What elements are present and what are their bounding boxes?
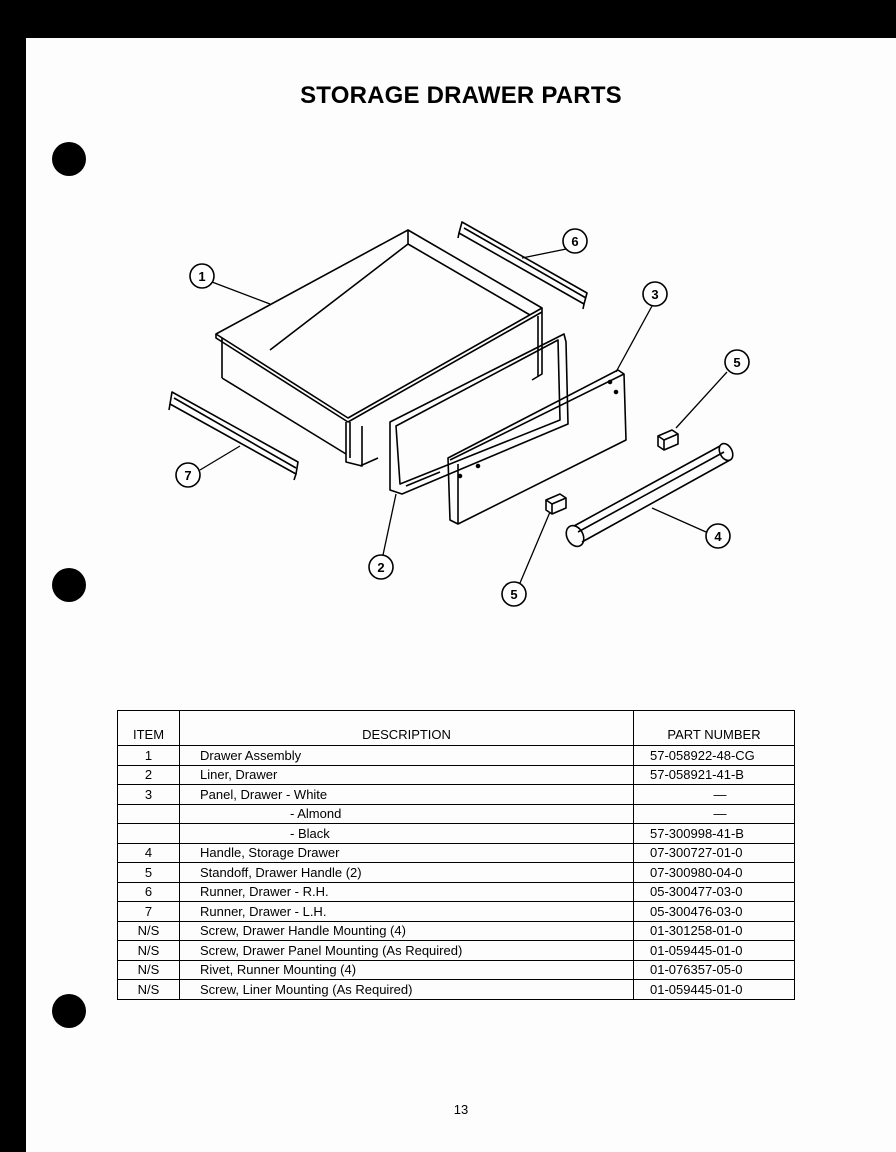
description-cell: Rivet, Runner Mounting (4) [180, 960, 634, 980]
callout-1 [190, 264, 214, 288]
drawer-assembly-drawing [216, 230, 542, 466]
callout-6 [563, 229, 587, 253]
callout-7 [176, 463, 200, 487]
table-row [118, 746, 795, 766]
item-cell: 4 [118, 843, 180, 863]
standoff-upper-drawing [658, 430, 678, 450]
callout-3 [643, 282, 667, 306]
table-row [118, 843, 795, 863]
manual-page [26, 38, 896, 1152]
item-cell: 1 [118, 746, 180, 766]
part-number-cell: 07-300980-04-0 [634, 863, 795, 883]
part-number-cell: 57-300998-41-B [634, 824, 795, 844]
description-cell: Liner, Drawer [180, 765, 634, 785]
table-row [118, 941, 795, 961]
part-number-cell: 01-301258-01-0 [634, 921, 795, 941]
description-cell: Runner, Drawer - L.H. [180, 902, 634, 922]
column-header-description: DESCRIPTION [180, 711, 634, 746]
item-cell: N/S [118, 941, 180, 961]
item-cell: 7 [118, 902, 180, 922]
parts-table-header [118, 711, 795, 746]
page-title: STORAGE DRAWER PARTS [300, 82, 622, 109]
table-row [118, 902, 795, 922]
page-number: 13 [453, 1102, 469, 1117]
binder-hole-bottom [52, 994, 86, 1028]
description-cell: Screw, Drawer Handle Mounting (4) [180, 921, 634, 941]
item-cell: 3 [118, 785, 180, 805]
description-cell: Handle, Storage Drawer [180, 843, 634, 863]
table-row [118, 980, 795, 1000]
table-row [118, 921, 795, 941]
part-number-cell: 07-300727-01-0 [634, 843, 795, 863]
callout-5-upper [725, 350, 749, 374]
svg-text:1: 1 [198, 269, 206, 284]
drawer-panel-drawing [448, 370, 626, 524]
description-cell: Screw, Drawer Panel Mounting (As Required) [180, 941, 634, 961]
table-row [118, 824, 795, 844]
svg-text:4: 4 [714, 529, 722, 544]
table-row [118, 863, 795, 883]
item-cell: 6 [118, 882, 180, 902]
table-row [118, 785, 795, 805]
description-cell: Drawer Assembly [180, 746, 634, 766]
callout-2 [369, 555, 393, 579]
description-cell: Screw, Liner Mounting (As Required) [180, 980, 634, 1000]
description-cell: - Black [180, 824, 634, 844]
item-cell: N/S [118, 980, 180, 1000]
svg-text:6: 6 [571, 234, 579, 249]
item-cell [118, 804, 180, 824]
svg-text:5: 5 [510, 587, 518, 602]
callout-5-lower [502, 582, 526, 606]
svg-text:7: 7 [184, 468, 192, 483]
table-row [118, 765, 795, 785]
part-number-cell: 05-300477-03-0 [634, 882, 795, 902]
part-number-cell: — [634, 804, 795, 824]
item-cell: N/S [118, 921, 180, 941]
svg-text:2: 2 [377, 560, 385, 575]
callout-4 [706, 524, 730, 548]
exploded-parts-diagram [26, 38, 896, 638]
part-number-cell: 01-076357-05-0 [634, 960, 795, 980]
description-cell: Runner, Drawer - R.H. [180, 882, 634, 902]
table-row [118, 960, 795, 980]
svg-text:5: 5 [733, 355, 741, 370]
part-number-cell: 05-300476-03-0 [634, 902, 795, 922]
description-cell: - Almond [180, 804, 634, 824]
column-header-part-number: PART NUMBER [634, 711, 795, 746]
table-row [118, 804, 795, 824]
standoff-lower-drawing [546, 494, 566, 514]
part-number-cell: — [634, 785, 795, 805]
item-cell: 5 [118, 863, 180, 883]
column-header-item: ITEM [118, 711, 180, 746]
description-cell: Standoff, Drawer Handle (2) [180, 863, 634, 883]
item-cell [118, 824, 180, 844]
parts-table [117, 710, 795, 1000]
svg-text:3: 3 [651, 287, 659, 302]
part-number-cell: 57-058922-48-CG [634, 746, 795, 766]
part-number-cell: 57-058921-41-B [634, 765, 795, 785]
item-cell: 2 [118, 765, 180, 785]
table-row [118, 882, 795, 902]
part-number-cell: 01-059445-01-0 [634, 941, 795, 961]
description-cell: Panel, Drawer - White [180, 785, 634, 805]
part-number-cell: 01-059445-01-0 [634, 980, 795, 1000]
item-cell: N/S [118, 960, 180, 980]
